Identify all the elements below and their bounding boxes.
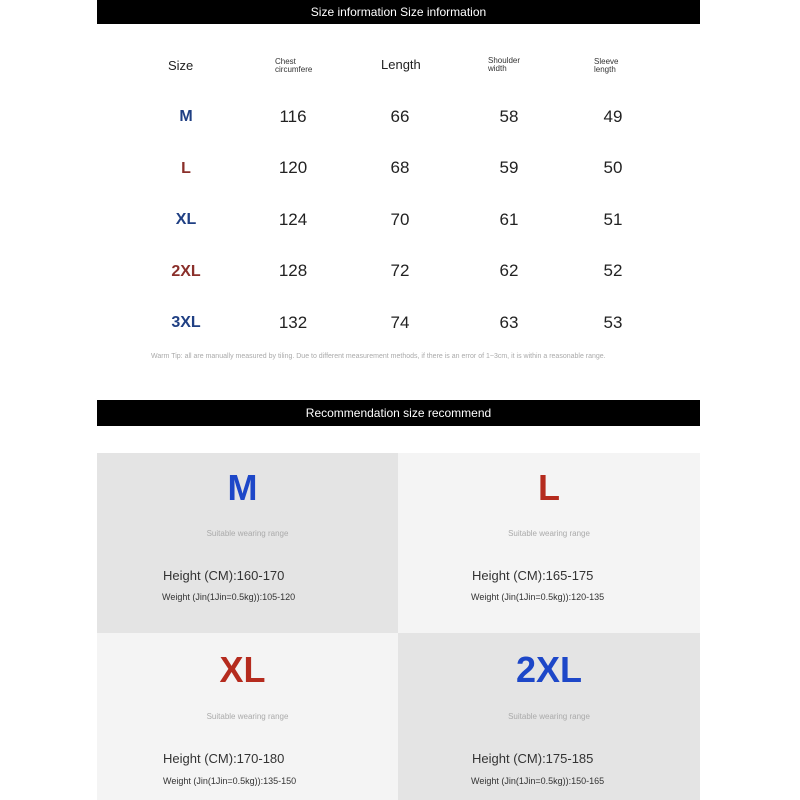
row-size-2xl: 2XL [171,263,201,280]
cell-sleeve: 49 [603,107,623,126]
panel-range-label: Suitable wearing range [206,529,289,538]
row-size-3xl: 3XL [171,314,201,331]
cell-length: 72 [390,261,410,280]
cell-shoulder: 61 [499,210,519,229]
panel-height: Height (CM):175-185 [472,751,594,766]
cell-length: 74 [390,313,410,332]
panel-weight: Weight (Jin(1Jin=0.5kg)):135-150 [163,776,297,786]
size-info-banner [97,0,700,24]
panel-size: M [227,467,258,508]
row-size-m: M [179,108,193,125]
cell-sleeve: 53 [603,313,623,332]
panel-weight: Weight (Jin(1Jin=0.5kg)):120-135 [471,592,605,602]
panel-weight: Weight (Jin(1Jin=0.5kg)):150-165 [471,776,605,786]
recommend-panel-xl [97,633,398,800]
cell-shoulder: 63 [499,313,519,332]
row-size-l: L [181,160,191,177]
panel-size: XL [219,649,266,690]
panel-range-label: Suitable wearing range [508,712,590,721]
recommend-banner [97,400,700,426]
panel-height: Height (CM):170-180 [163,751,285,766]
panel-range-label: Suitable wearing range [206,712,289,721]
header-shoulder: Shoulder width [488,56,521,73]
header-size: Size [168,58,194,73]
panel-height: Height (CM):160-170 [163,568,285,583]
size-info-banner-text: Size information Size information [310,5,487,19]
recommend-banner-text: Recommendation size recommend [305,406,492,420]
cell-chest: 116 [279,107,307,126]
cell-shoulder: 59 [499,158,519,177]
cell-chest: 120 [278,158,308,177]
panel-size: L [538,467,560,508]
panel-weight: Weight (Jin(1Jin=0.5kg)):105-120 [162,592,296,602]
cell-sleeve: 51 [603,210,623,229]
header-sleeve: Sleeve length [594,57,619,74]
cell-length: 68 [390,158,410,177]
recommend-panel-2xl [398,633,700,800]
recommend-panel-l [398,453,700,633]
cell-chest: 128 [278,261,308,280]
cell-chest: 124 [278,210,308,229]
row-size-xl: XL [175,211,197,228]
cell-length: 70 [390,210,410,229]
panel-size: 2XL [515,649,583,690]
recommend-panel-m [97,453,398,633]
cell-sleeve: 52 [603,261,623,280]
cell-shoulder: 62 [499,261,519,280]
panel-range-label: Suitable wearing range [508,529,590,538]
panel-height: Height (CM):165-175 [472,568,594,583]
warm-tip: Warm Tip: all are manually measured by tiling. Due to different measurement methods, if there is an error of 1~3cm, it is within a reasonable range. [151,353,606,360]
cell-shoulder: 58 [499,107,519,126]
header-chest: Chest circumfere [275,57,313,74]
header-length: Length [381,57,421,72]
cell-chest: 132 [278,313,308,332]
cell-sleeve: 50 [603,158,623,177]
cell-length: 66 [390,107,410,126]
